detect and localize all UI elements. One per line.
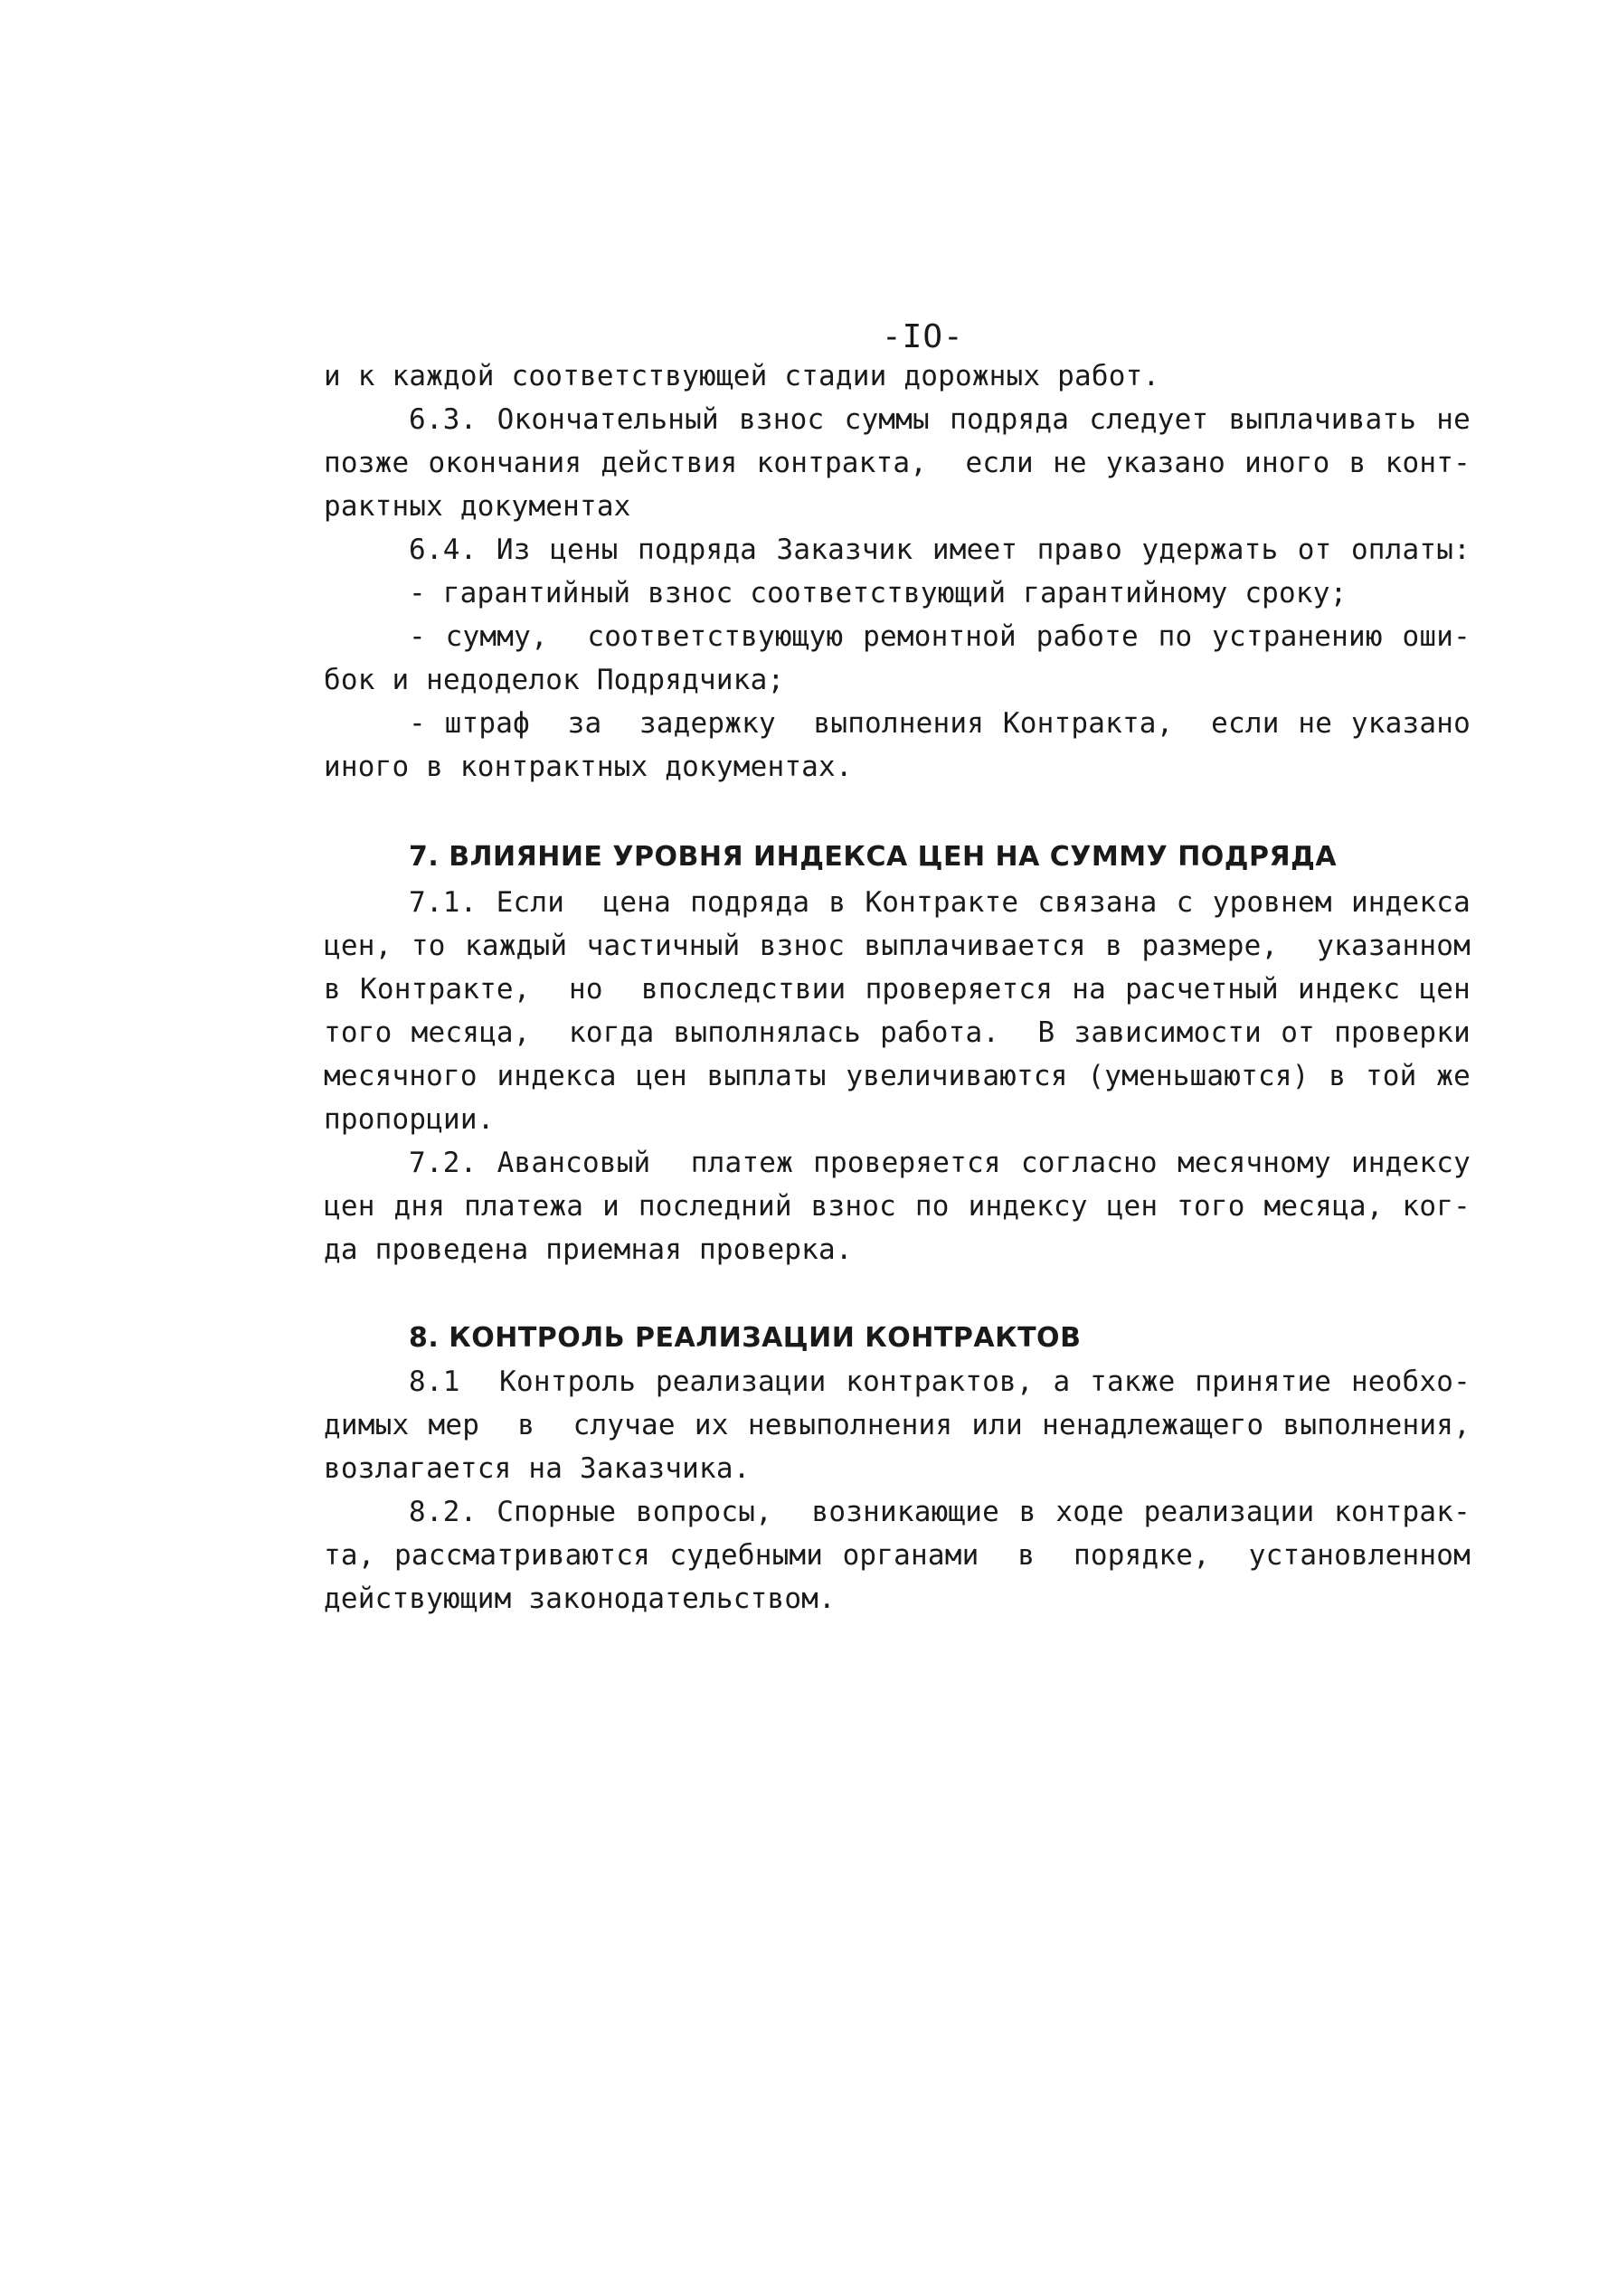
paragraph-8-2-line: та, рассматриваются судебными органами в порядке, установленном — [324, 1539, 1471, 1572]
paragraph-6-4-line: бок и недоделок Подрядчика; — [324, 664, 785, 696]
paragraph-6-3-line: позже окончания действия контракта, если не указано иного в конт- — [324, 447, 1471, 479]
paragraph-8-1-line: 8.1 Контроль реализации контрактов, а также принятие необхо- — [409, 1365, 1471, 1398]
paragraph-6-4-line: - гарантийный взнос соответствующий гарантийному сроку; — [409, 577, 1348, 609]
paragraph-8-1-line: димых мер в случае их невыполнения или ненадлежащего выполнения, — [324, 1409, 1471, 1441]
paragraph-7-1-line: месячного индекса цен выплаты увеличиваются (уменьшаются) в той же — [324, 1060, 1471, 1092]
paragraph-6-3-line: рактных документах — [324, 490, 631, 523]
paragraph-6-4-line: 6.4. Из цены подряда Заказчик имеет право удержать от оплаты: — [409, 534, 1471, 566]
paragraph-6-4-line: - сумму, соответствующую ремонтной работе по устранению оши- — [409, 620, 1471, 653]
paragraph-7-1-line: пропорции. — [324, 1103, 495, 1136]
text-line: и к каждой соответствующей стадии дорожных работ. — [324, 360, 1160, 392]
section-8-heading: 8. КОНТРОЛЬ РЕАЛИЗАЦИИ КОНТРАКТОВ — [409, 1322, 1082, 1354]
paragraph-8-2-line: 8.2. Спорные вопросы, возникающие в ходе реализации контрак- — [409, 1496, 1471, 1528]
paragraph-7-2-line: да проведена приемная проверка. — [324, 1233, 853, 1266]
page-number: -IO- — [882, 318, 964, 355]
section-7-heading: 7. ВЛИЯНИЕ УРОВНЯ ИНДЕКСА ЦЕН НА СУММУ ПОДРЯДА — [409, 841, 1338, 873]
paragraph-7-1-line: в Контракте, но впоследствии проверяется на расчетный индекс цен — [324, 973, 1471, 1006]
paragraph-8-1-line: возлагается на Заказчика. — [324, 1452, 751, 1485]
paragraph-7-2-line: 7.2. Авансовый платеж проверяется согласно месячному индексу — [409, 1147, 1471, 1179]
paragraph-6-4-line: иного в контрактных документах. — [324, 751, 853, 783]
paragraph-7-2-line: цен дня платежа и последний взнос по индексу цен того месяца, ког- — [324, 1190, 1471, 1223]
paragraph-7-1-line: цен, то каждый частичный взнос выплачивается в размере, указанном — [324, 930, 1471, 962]
paragraph-6-4-line: - штраф за задержку выполнения Контракта, если не указано — [409, 707, 1471, 740]
paragraph-6-3-line: 6.3. Окончательный взнос суммы подряда следует выплачивать не — [409, 403, 1471, 436]
paragraph-7-1-line: 7.1. Если цена подряда в Контракте связана с уровнем индекса — [409, 886, 1471, 919]
paragraph-8-2-line: действующим законодательством. — [324, 1583, 836, 1615]
paragraph-7-1-line: того месяца, когда выполнялась работа. В зависимости от проверки — [324, 1016, 1471, 1049]
